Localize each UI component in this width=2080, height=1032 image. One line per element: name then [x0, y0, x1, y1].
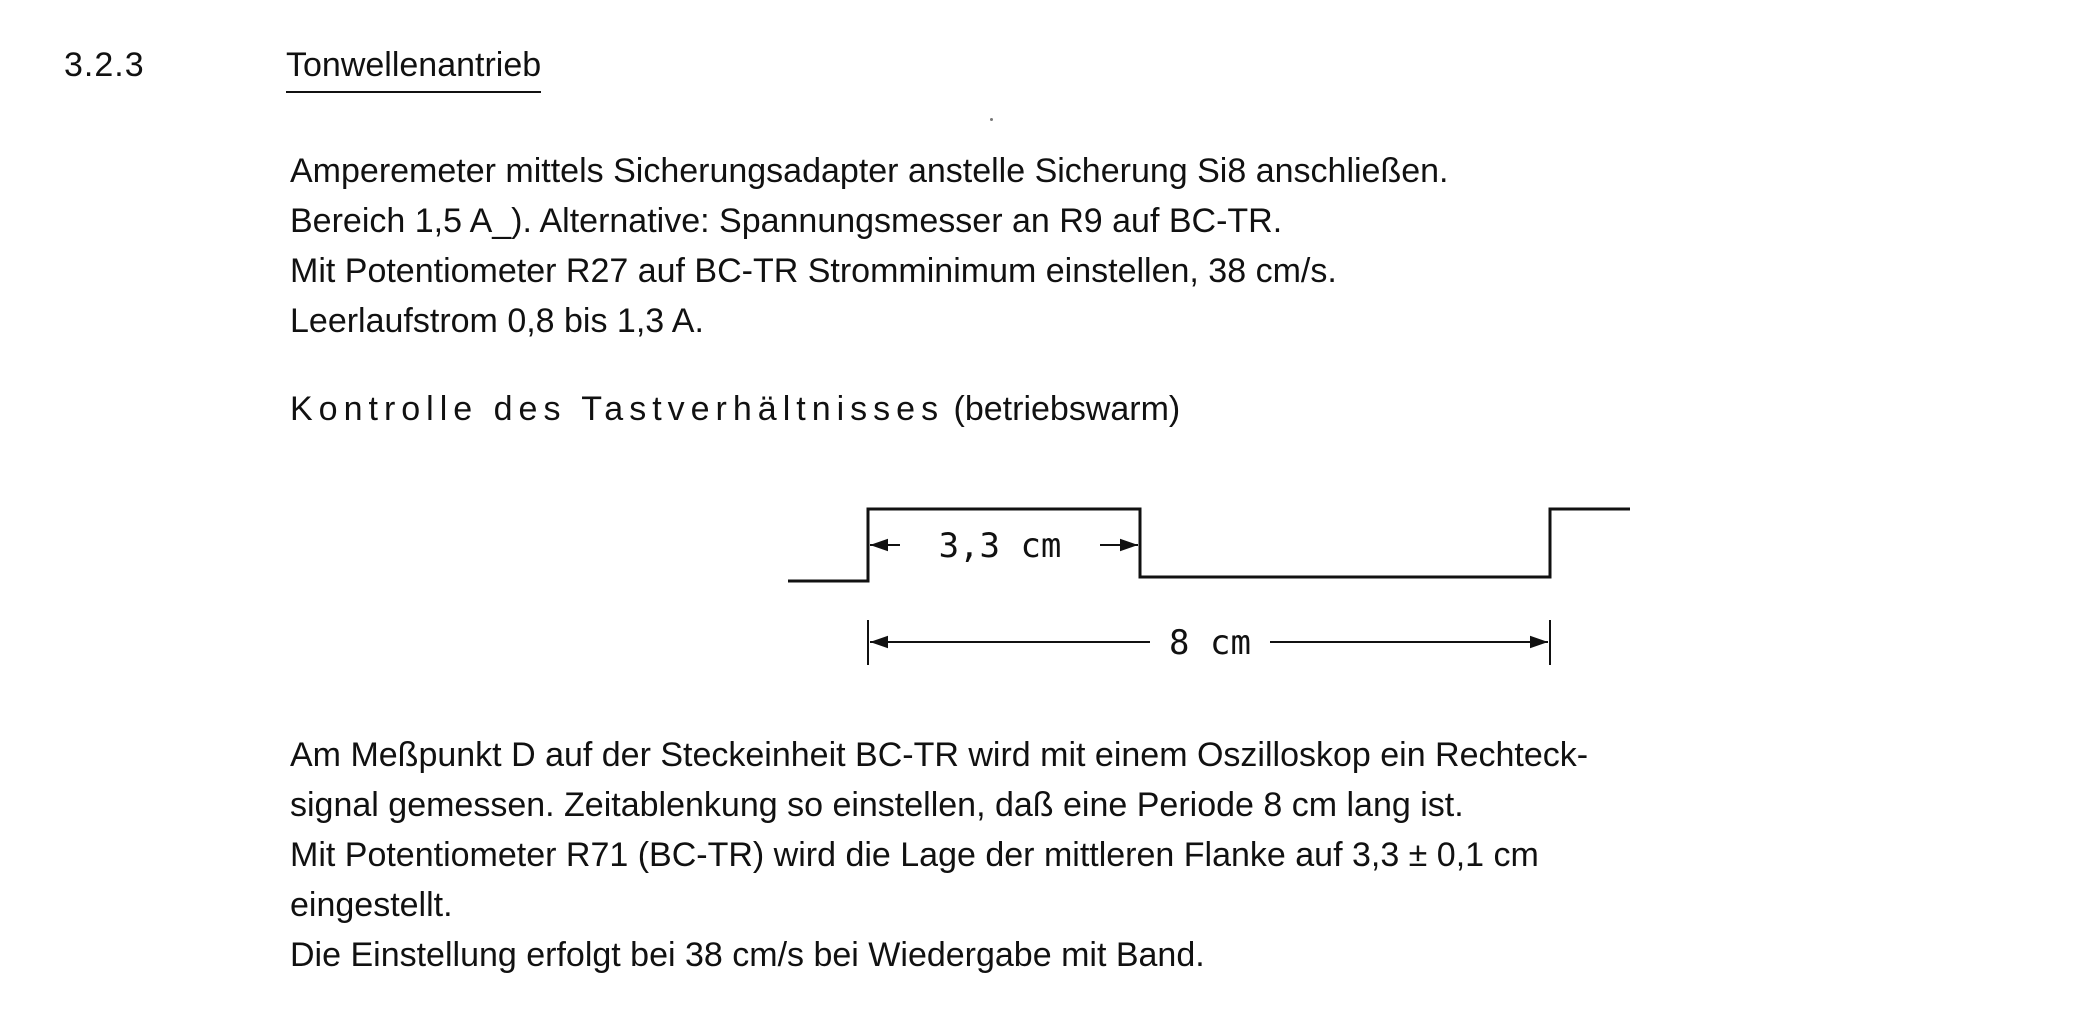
text-line: Amperemeter mittels Sicherungsadapter anstelle Sicherung Si8 anschließen.: [290, 152, 1449, 190]
section-number: 3.2.3: [64, 46, 145, 84]
subheading: [290, 390, 1180, 429]
section-title: Tonwellenantrieb: [286, 46, 541, 93]
waveform-line: [788, 509, 1630, 581]
square-wave-diagram: [770, 490, 1650, 680]
text-line: Die Einstellung erfolgt bei 38 cm/s bei Wiedergabe mit Band.: [290, 936, 1205, 974]
instruction-paragraph-1: [290, 146, 1449, 346]
subheading-note: (betriebswarm): [953, 390, 1181, 428]
text-line: Mit Potentiometer R71 (BC-TR) wird die Lage der mittleren Flanke auf 3,3 ± 0,1 cm: [290, 836, 1539, 874]
instruction-paragraph-2: [290, 730, 1588, 980]
text-line: Mit Potentiometer R27 auf BC-TR Stromminimum einstellen, 38 cm/s.: [290, 252, 1337, 290]
text-line: eingestellt.: [290, 886, 453, 924]
text-line: signal gemessen. Zeitablenkung so einstellen, daß eine Periode 8 cm lang ist.: [290, 786, 1464, 824]
subheading-spaced: Kontrolle des Tastverhältnisses: [290, 390, 945, 428]
scan-speck: [990, 118, 993, 121]
text-line: Am Meßpunkt D auf der Steckeinheit BC-TR wird mit einem Oszilloskop ein Rechteck-: [290, 736, 1589, 774]
text-line: Leerlaufstrom 0,8 bis 1,3 A.: [290, 302, 704, 340]
text-line: Bereich 1,5 A_). Alternative: Spannungsmesser an R9 auf BC-TR.: [290, 202, 1283, 240]
period-label: 8 cm: [1169, 623, 1251, 663]
pulse-width-label: 3,3 cm: [938, 526, 1062, 566]
